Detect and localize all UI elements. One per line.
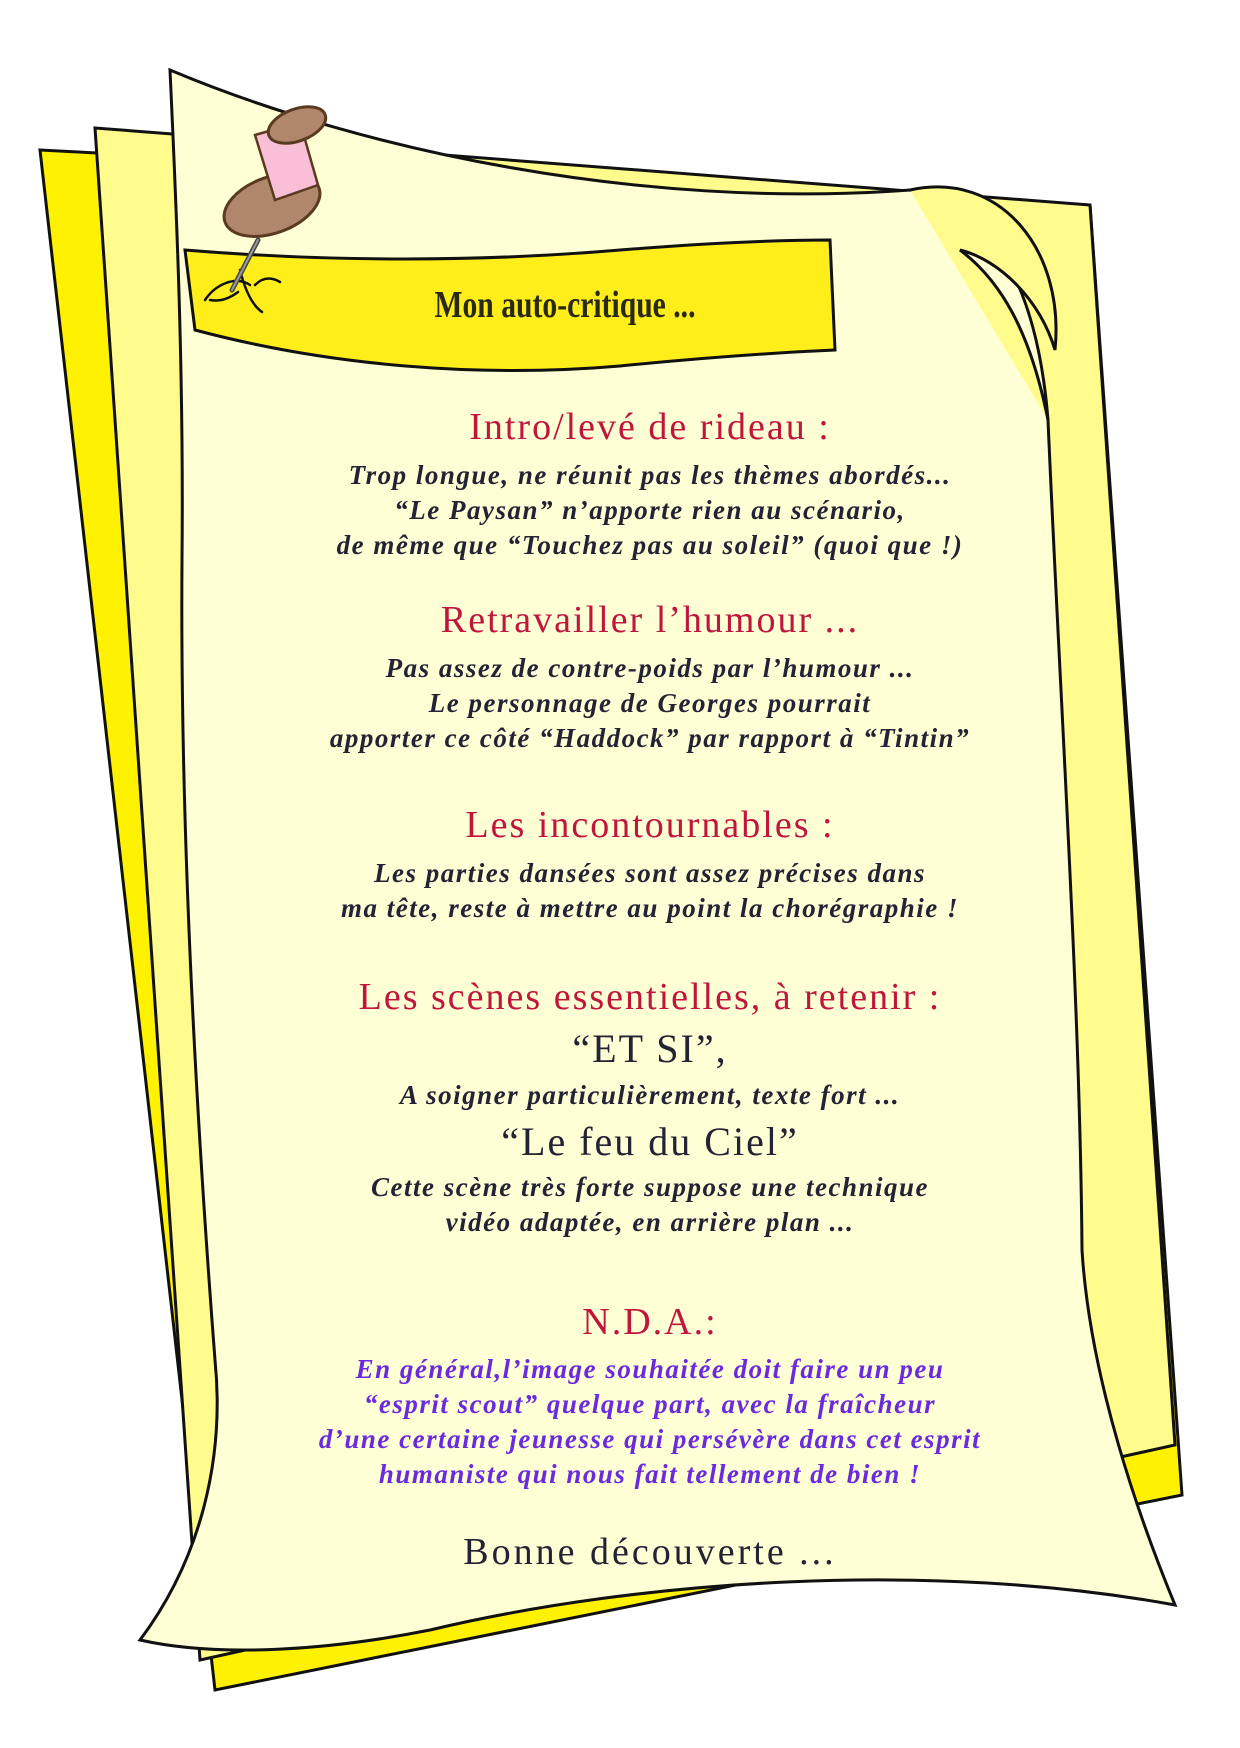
nda-heading: N.D.A.: bbox=[582, 1301, 718, 1343]
section-3-line: Les parties dansées sont assez précises dans bbox=[373, 858, 926, 888]
nda-line: humaniste qui nous fait tellement de bien ! bbox=[378, 1459, 922, 1489]
section-2-line: apporter ce côté “Haddock” par rapport à “Tintin” bbox=[329, 723, 971, 753]
section-1-line: de même que “Touchez pas au soleil” (quoi que !) bbox=[336, 530, 964, 560]
section-4-line: Cette scène très forte suppose une technique bbox=[371, 1172, 929, 1202]
quote-feu-du-ciel-note bbox=[190, 1170, 1110, 1240]
section-1-line: “Le Paysan” n’apporte rien au scénario, bbox=[394, 495, 906, 525]
section-4-line: vidéo adaptée, en arrière plan ... bbox=[445, 1207, 855, 1237]
nda-line: d’une certaine jeunesse qui persévère dans cet esprit bbox=[318, 1424, 982, 1454]
section-2-body bbox=[190, 651, 1110, 756]
section-2-heading: Retravailler l’humour ... bbox=[440, 599, 860, 641]
quote-et-si: “ET SI”, bbox=[572, 1026, 728, 1071]
closing-text: Bonne découverte ... bbox=[463, 1531, 837, 1573]
section-4-heading: Les scènes essentielles, à retenir : bbox=[358, 976, 942, 1018]
section-1-line: Trop longue, ne réunit pas les thèmes abordés... bbox=[348, 460, 952, 490]
banner-title: Mon auto-critique ... bbox=[434, 284, 696, 326]
section-3-heading: Les incontournables : bbox=[465, 804, 835, 846]
nda-body bbox=[190, 1352, 1110, 1492]
section-3-line: ma tête, reste à mettre au point la chorégraphie ! bbox=[341, 893, 959, 923]
nda-line: En général,l’image souhaitée doit faire un peu bbox=[355, 1354, 945, 1384]
quote-et-si-note: A soigner particulièrement, texte fort ... bbox=[399, 1080, 901, 1110]
nda-line: “esprit scout” quelque part, avec la fraîcheur bbox=[363, 1389, 937, 1419]
section-1-heading: Intro/levé de rideau : bbox=[469, 406, 831, 448]
quote-feu-du-ciel: “Le feu du Ciel” bbox=[501, 1119, 799, 1164]
section-1-body bbox=[190, 458, 1110, 563]
section-3-body bbox=[190, 856, 1110, 926]
section-2-line: Le personnage de Georges pourrait bbox=[428, 688, 872, 718]
section-2-line: Pas assez de contre-poids par l’humour ... bbox=[385, 653, 915, 683]
